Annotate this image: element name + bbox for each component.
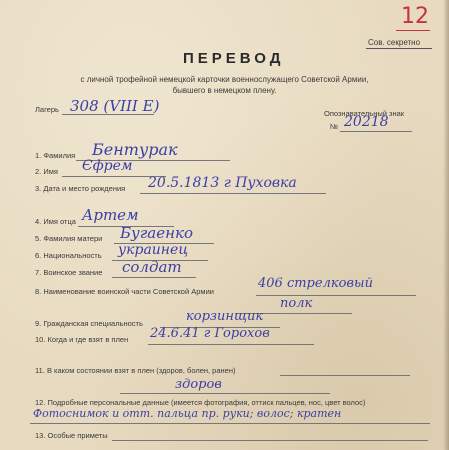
field-1-label [35,151,75,160]
field-label-text: Дата и место рождения [43,184,126,193]
field-number: 12. [35,398,46,407]
field-label-text: Национальность [43,251,102,260]
field-12-label [35,398,365,407]
field-label-text: В каком состоянии взят в плен (здоров, болен, ранен) [46,366,236,375]
field-number: 5. [35,234,42,243]
field-9-value: корзинщик [186,309,264,324]
field-5-label [35,234,102,243]
field-8-label [35,287,214,296]
field-label-text: Воинское звание [43,268,103,277]
id-line [340,131,412,132]
field-number: 13. [35,431,46,440]
subtitle-line-2: бывшего в немецком плену. [172,86,277,95]
field-3-value: 20.5.1813 г Пуховка [148,175,297,191]
field-label-text: Фамилия матери [43,234,103,243]
camp-label: Лагерь [35,105,59,114]
subtitle-line-1: с личной трофейной немецкой карточки военнослужащего Советской Армии, [80,75,369,84]
id-label: Опознавательный знак [324,109,405,118]
field-2-value: Єфрем [82,158,133,174]
id-value: 20218 [344,114,389,130]
field-8-value: 406 стрелковый [258,276,373,291]
field-10-label [35,335,128,344]
field-11-line-2 [120,393,330,394]
field-6-value: украинец [118,242,189,258]
id-prefix: № [330,122,339,131]
field-label-text: Наименование воинской части Советской Армии [43,287,214,296]
field-6-label [35,251,102,260]
classification-stamp: Сов. секретно [368,38,421,47]
field-11-line [280,375,410,376]
field-9-label [35,319,143,328]
field-12-value: Фотоснимок и отт. пальца пр. руки; волос; кратен [33,407,342,420]
field-number: 9. [35,319,42,328]
field-8-value-cont: полк [280,296,313,311]
field-label-text: Подробные персональные данные (имеется фотография, оттиск пальцев, нос, цвет волос) [47,398,366,407]
field-4-value: Артем [82,206,139,224]
field-label-text: Фамилия [43,151,76,160]
field-label-text: Когда и где взят в плен [47,335,129,344]
document-title: ПЕРЕВОД [183,50,285,67]
corner-number-underline [396,30,430,31]
field-3-line [140,193,326,194]
field-label-text: Имя [43,167,58,176]
field-4-label [35,217,76,226]
field-number: 3. [35,184,42,193]
field-2-label [35,167,58,176]
corner-number: 12 [401,4,429,29]
paper-edge-shadow [443,0,449,450]
field-number: 2. [35,167,42,176]
field-number: 11. [35,366,45,375]
field-number: 6. [35,251,42,260]
field-label-text: Особые приметы [47,431,108,440]
field-number: 1. [35,151,42,160]
field-10-line [148,344,314,345]
field-12-line [30,423,430,424]
field-number: 8. [35,287,42,296]
field-13-line [112,440,428,441]
field-label-text: Имя отца [43,217,76,226]
camp-line [62,114,154,115]
classification-underline [366,48,432,49]
camp-value: 308 (VIII Е) [70,97,160,115]
field-7-label [35,268,102,277]
field-11-value: здоров [175,377,222,392]
field-7-line [112,277,196,278]
field-number: 7. [35,268,42,277]
field-number: 10. [35,335,46,344]
field-label-text: Гражданская специальность [43,319,143,328]
field-11-label [35,366,235,375]
field-5-value: Бугаенко [120,224,193,242]
field-10-value: 24.6.41 г Горохов [150,326,270,341]
field-number: 4. [35,217,42,226]
field-1-value: Бентурак [92,140,178,159]
field-13-label [35,431,108,440]
field-3-label [35,184,125,193]
field-7-value: солдат [122,258,182,276]
